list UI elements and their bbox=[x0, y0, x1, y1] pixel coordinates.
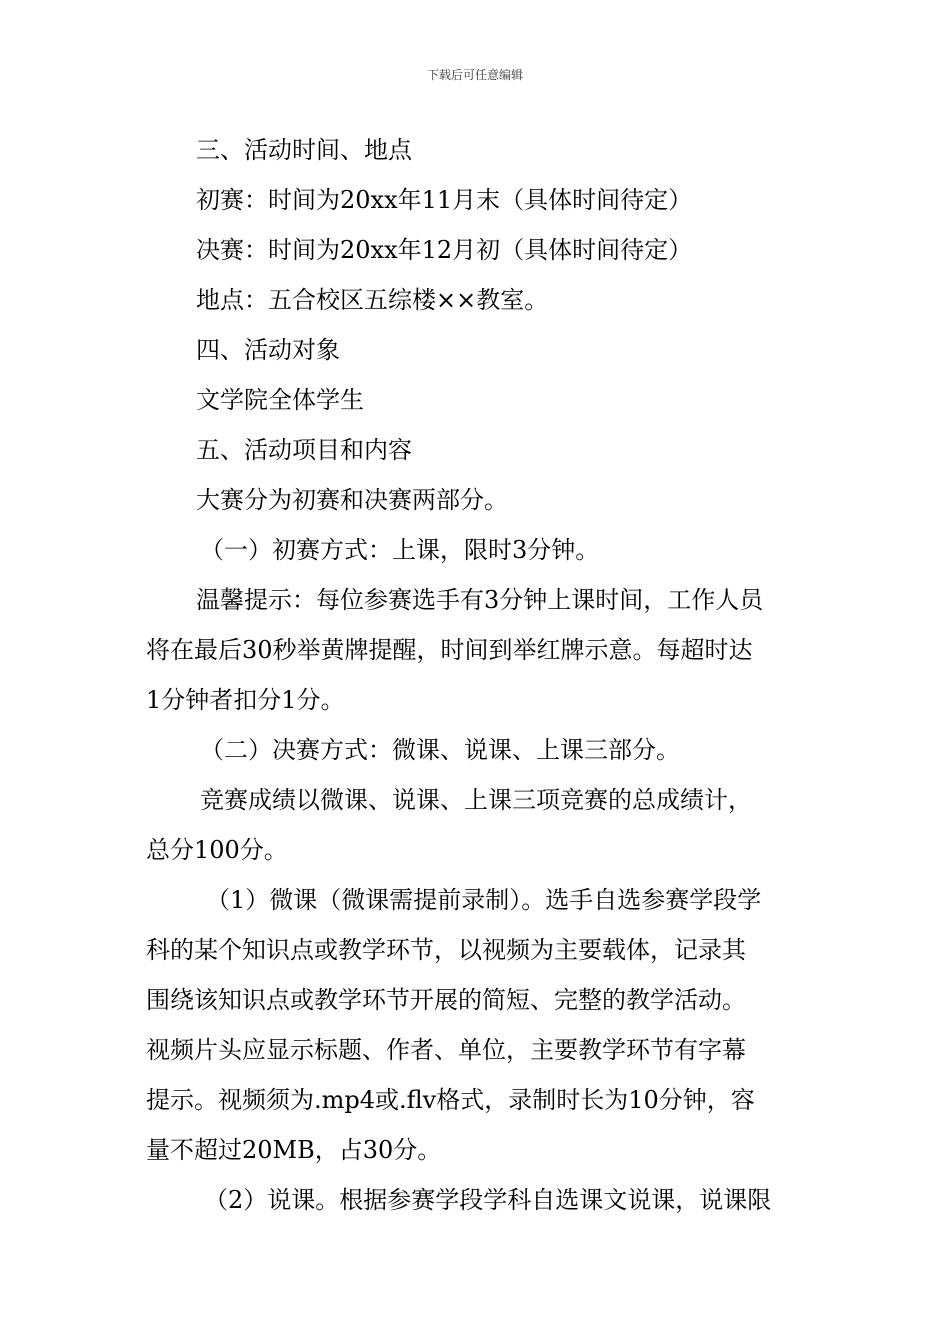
document-body bbox=[146, 125, 808, 1225]
reminder-line-2: 将在最后30秒举黄牌提醒，时间到举红牌示意。每超时达 bbox=[146, 636, 753, 664]
scoring-line-2: 总分100分。 bbox=[146, 836, 288, 864]
reminder-line-3: 1分钟者扣分1分。 bbox=[146, 686, 345, 714]
scoring-line-1: 竞赛成绩以微课、说课、上课三项竞赛的总成绩计， bbox=[200, 786, 752, 814]
final-format: （二）决赛方式：微课、说课、上课三部分。 bbox=[200, 736, 680, 764]
header-note: 下载后可任意编辑 bbox=[426, 68, 523, 82]
microlesson-line-3: 围绕该知识点或教学环节开展的简短、完整的教学活动。 bbox=[146, 986, 746, 1014]
section-heading-participants: 四、活动对象 bbox=[196, 336, 340, 364]
venue: 地点：五合校区五综楼××教室。 bbox=[196, 286, 549, 314]
final-time: 决赛：时间为20xx年12月初（具体时间待定） bbox=[196, 236, 693, 264]
competition-parts: 大赛分为初赛和决赛两部分。 bbox=[196, 486, 508, 514]
section-heading-time-place: 三、活动时间、地点 bbox=[196, 136, 412, 164]
participants-text: 文学院全体学生 bbox=[196, 386, 364, 414]
microlesson-line-1: （1）微课（微课需提前录制）。选手自选参赛学段学 bbox=[206, 886, 762, 914]
microlesson-line-4: 视频片头应显示标题、作者、单位，主要教学环节有字幕 bbox=[146, 1036, 746, 1064]
lesson-talk-line-1: （2）说课。根据参赛学段学科自选课文说课，说课限 bbox=[204, 1186, 772, 1214]
reminder-line-1: 温馨提示：每位参赛选手有3分钟上课时间，工作人员 bbox=[196, 586, 764, 614]
section-heading-items: 五、活动项目和内容 bbox=[196, 436, 412, 464]
microlesson-line-2: 科的某个知识点或教学环节，以视频为主要载体，记录其 bbox=[146, 936, 746, 964]
prelim-time: 初赛：时间为20xx年11月末（具体时间待定） bbox=[196, 186, 693, 214]
microlesson-line-6: 量不超过20MB，占30分。 bbox=[146, 1136, 442, 1164]
microlesson-line-5: 提示。视频须为.mp4或.flv格式，录制时长为10分钟，容 bbox=[146, 1086, 755, 1114]
prelim-format: （一）初赛方式：上课，限时3分钟。 bbox=[200, 536, 600, 564]
